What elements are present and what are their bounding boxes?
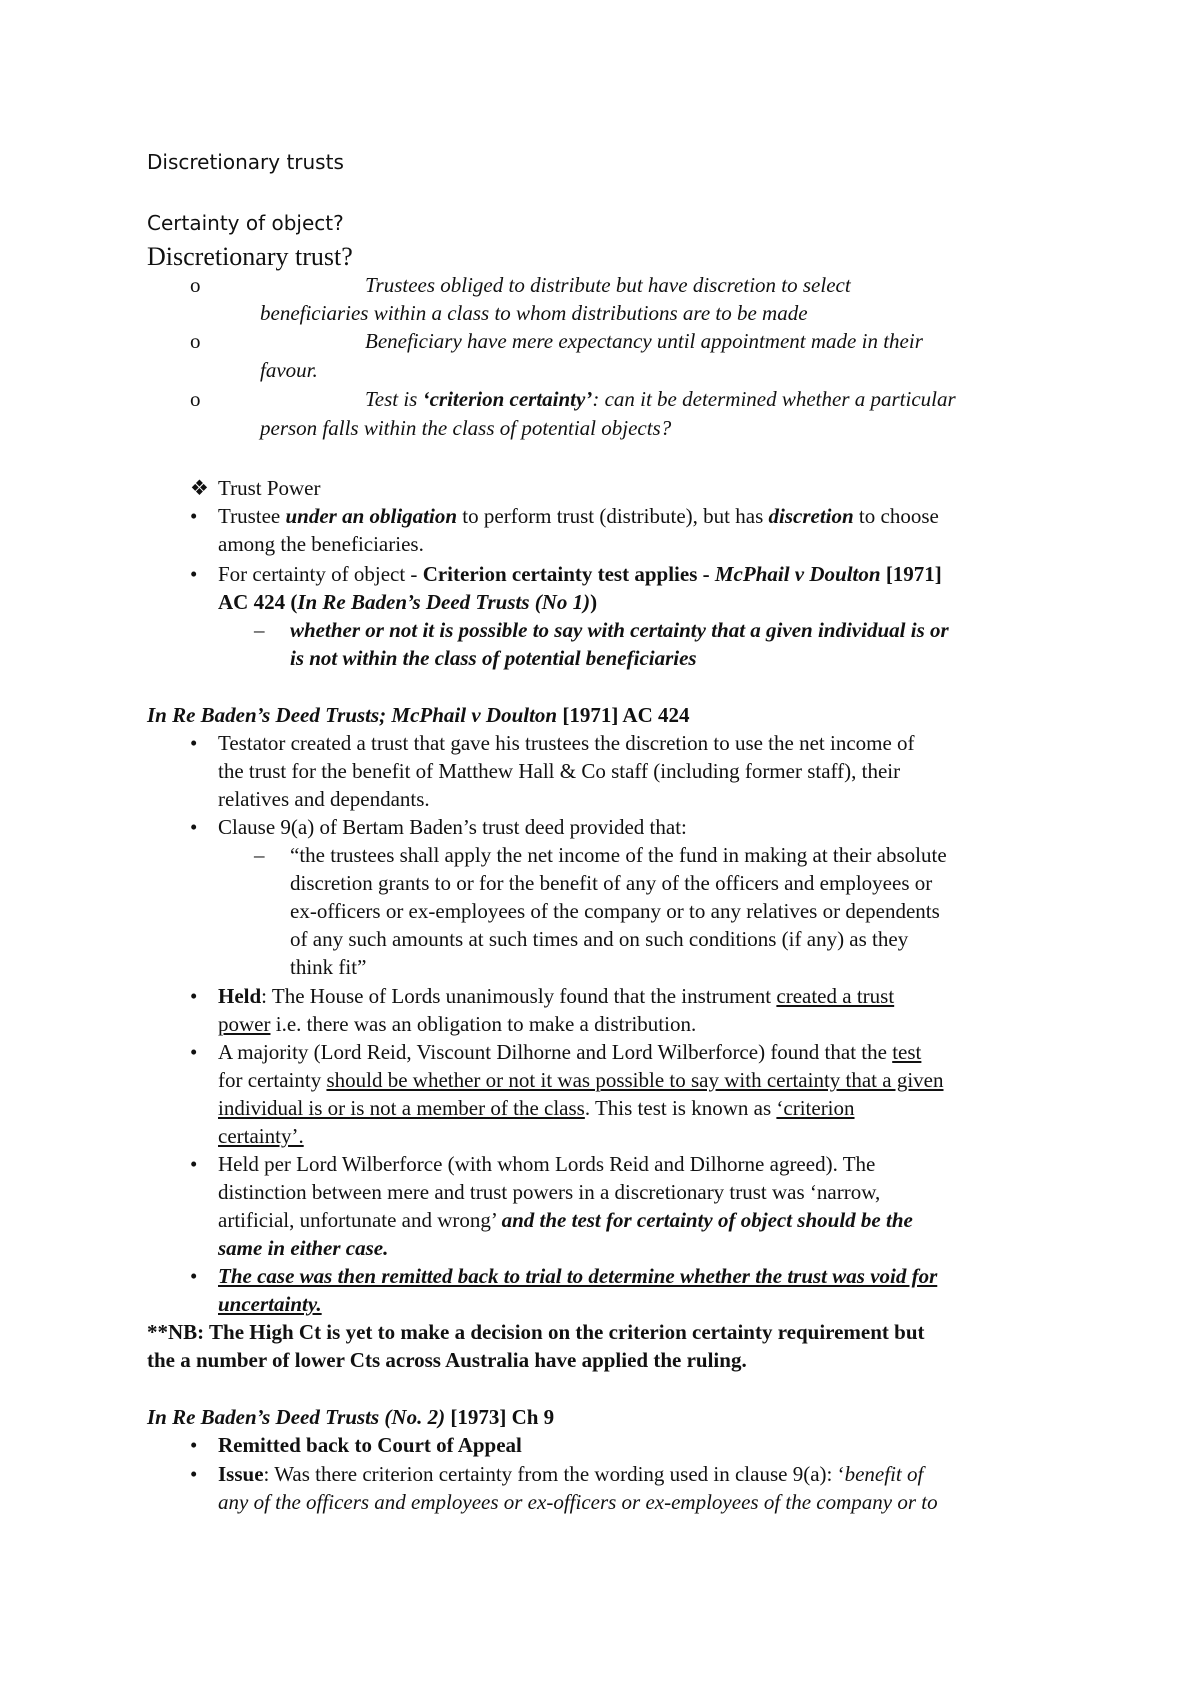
trust-power-title: Trust Power <box>218 476 321 500</box>
case-2-bullet-1: Remitted back to Court of Appeal <box>218 1433 522 1457</box>
remit-line-2: uncertainty. <box>218 1292 322 1316</box>
list-bullet: • <box>190 1264 198 1288</box>
case-1-bullet-2: Clause 9(a) of Bertam Baden’s trust deed provided that: <box>218 815 687 839</box>
majority-line-4: certainty’. <box>218 1124 304 1148</box>
list-bullet: • <box>190 731 198 755</box>
trust-power-bullet-1-line-1: Trustee under an obligation to perform trust (distribute), but has discretion to choose <box>218 504 939 528</box>
list-marker-circle: o <box>190 387 201 411</box>
case-1-bullet-1-line-3: relatives and dependants. <box>218 787 430 811</box>
intro-item-3-line-1: Test is ‘criterion certainty’: can it be determined whether a particular <box>365 387 956 411</box>
list-bullet: • <box>190 815 198 839</box>
nb-line-2: the a number of lower Cts across Australia have applied the ruling. <box>147 1348 747 1372</box>
intro-item-3-line-2: person falls within the class of potential objects? <box>260 416 672 440</box>
quote-line-4: of any such amounts at such times and on such conditions (if any) as they <box>290 927 909 951</box>
issue-line-2: any of the officers and employees or ex-officers or ex-employees of the company or to <box>218 1490 938 1514</box>
trust-power-bullet-2-line-1: For certainty of object - Criterion certainty test applies - McPhail v Doulton [1971] <box>218 562 942 586</box>
wilberforce-line-1: Held per Lord Wilberforce (with whom Lords Reid and Dilhorne agreed). The <box>218 1152 876 1176</box>
list-bullet: • <box>190 562 198 586</box>
document-heading: Discretionary trusts <box>147 150 344 174</box>
case-1-bullet-1-line-1: Testator created a trust that gave his trustees the discretion to use the net income of <box>218 731 915 755</box>
intro-item-1-line-2: beneficiaries within a class to whom distributions are to be made <box>260 301 808 325</box>
quote-line-5: think fit” <box>290 955 367 979</box>
quote-line-2: discretion grants to or for the benefit of any of the officers and employees or <box>290 871 933 895</box>
list-bullet: • <box>190 984 198 1008</box>
wilberforce-line-2: distinction between mere and trust powers in a discretionary trust was ‘narrow, <box>218 1180 881 1204</box>
quote-line-1: “the trustees shall apply the net income of the fund in making at their absolute <box>290 843 947 867</box>
intro-item-2-line-1: Beneficiary have mere expectancy until appointment made in their <box>365 329 923 353</box>
quote-line-3: ex-officers or ex-employees of the company or to any relatives or dependents <box>290 899 940 923</box>
issue-line-1: Issue: Was there criterion certainty from the wording used in clause 9(a): ‘benefit of <box>218 1462 924 1486</box>
list-dash: – <box>254 618 265 642</box>
intro-item-1-line-1: Trustees obliged to distribute but have discretion to select <box>365 273 851 297</box>
remit-line-1: The case was then remitted back to trial to determine whether the trust was void for <box>218 1264 938 1288</box>
trust-power-bullet-1-line-2: among the beneficiaries. <box>218 532 424 556</box>
list-bullet: • <box>190 1433 198 1457</box>
list-bullet: • <box>190 1152 198 1176</box>
nb-line-1: **NB: The High Ct is yet to make a decision on the criterion certainty requirement but <box>147 1320 925 1344</box>
list-dash: – <box>254 843 265 867</box>
majority-line-1: A majority (Lord Reid, Viscount Dilhorne and Lord Wilberforce) found that the test <box>218 1040 922 1064</box>
majority-line-2: for certainty should be whether or not it was possible to say with certainty that a given <box>218 1068 944 1092</box>
majority-line-3: individual is or is not a member of the class. This test is known as ‘criterion <box>218 1096 855 1120</box>
list-marker-circle: o <box>190 273 201 297</box>
list-bullet: • <box>190 1040 198 1064</box>
intro-item-2-line-2: favour. <box>260 358 318 382</box>
case-1-title: In Re Baden’s Deed Trusts; McPhail v Doulton [1971] AC 424 <box>147 703 690 727</box>
trust-power-bullet-2-line-2: AC 424 (In Re Baden’s Deed Trusts (No 1)) <box>218 590 598 614</box>
trust-power-sub-line-2: is not within the class of potential beneficiaries <box>290 646 697 670</box>
wilberforce-line-4: same in either case. <box>218 1236 389 1260</box>
held-line-2: power i.e. there was an obligation to make a distribution. <box>218 1012 697 1036</box>
list-bullet: • <box>190 1462 198 1486</box>
section-title: Discretionary trust? <box>147 242 353 271</box>
subheading: Certainty of object? <box>147 211 344 235</box>
diamond-bullet-icon: ❖ <box>190 476 209 500</box>
held-line-1: Held: The House of Lords unanimously found that the instrument created a trust <box>218 984 895 1008</box>
list-marker-circle: o <box>190 329 201 353</box>
case-2-title: In Re Baden’s Deed Trusts (No. 2) [1973] Ch 9 <box>147 1405 555 1429</box>
trust-power-sub-line-1: whether or not it is possible to say with certainty that a given individual is or <box>290 618 949 642</box>
list-bullet: • <box>190 504 198 528</box>
case-1-bullet-1-line-2: the trust for the benefit of Matthew Hall & Co staff (including former staff), their <box>218 759 901 783</box>
wilberforce-line-3: artificial, unfortunate and wrong’ and the test for certainty of object should be the <box>218 1208 913 1232</box>
